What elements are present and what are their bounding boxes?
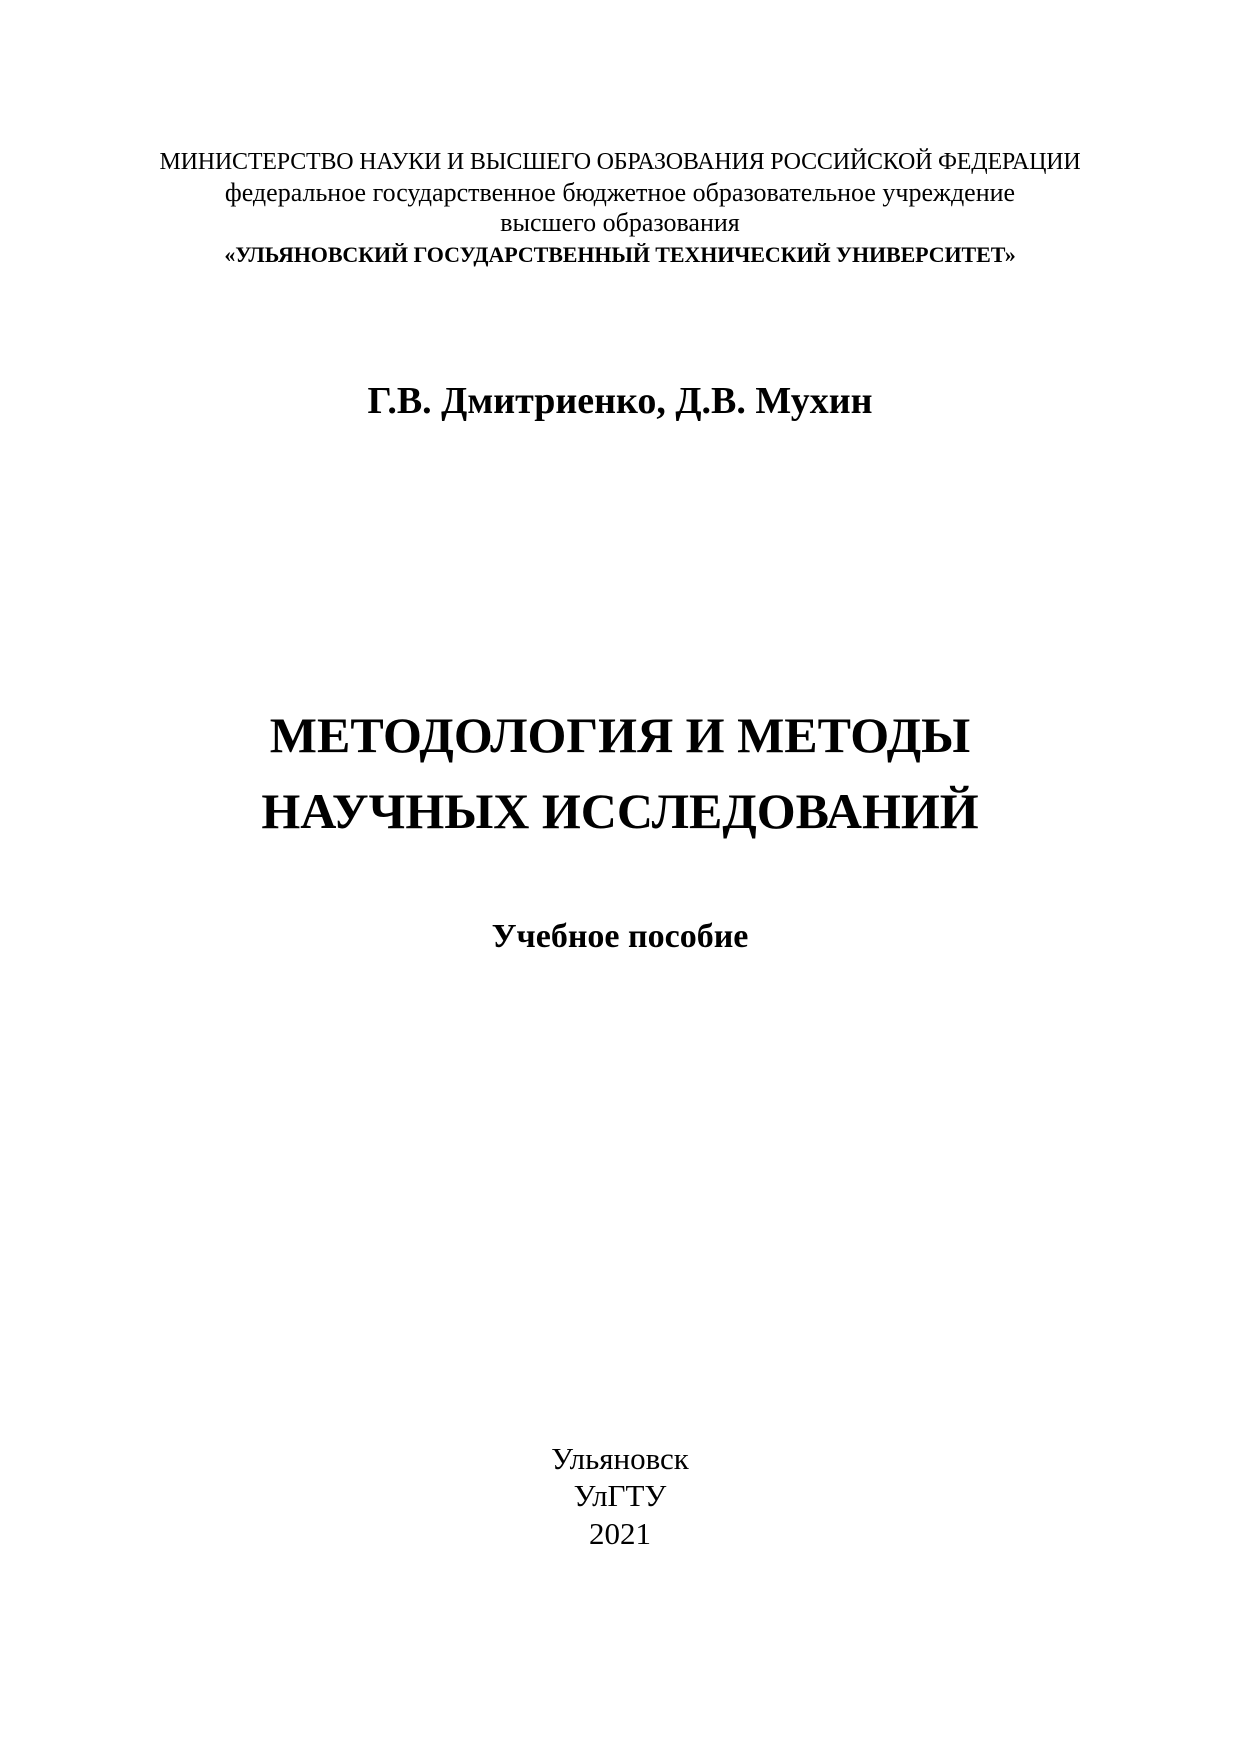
book-title-line-1: МЕТОДОЛОГИЯ И МЕТОДЫ (269, 707, 971, 763)
imprint-year: 2021 (589, 1516, 651, 1551)
book-title-line-2: НАУЧНЫХ ИССЛЕДОВАНИЙ (261, 783, 979, 839)
imprint-city: Ульяновск (551, 1441, 689, 1476)
ministry-name: МИНИСТЕРСТВО НАУКИ И ВЫСШЕГО ОБРАЗОВАНИЯ РОССИЙСКОЙ ФЕДЕРАЦИИ (159, 149, 1081, 175)
authors: Г.В. Дмитриенко, Д.В. Мухин (367, 380, 873, 422)
book-subtitle: Учебное пособие (491, 918, 749, 955)
imprint-publisher: УлГТУ (573, 1478, 667, 1513)
institution-type-line-2: высшего образования (500, 208, 740, 237)
institution-type-line-1: федеральное государственное бюджетное образовательное учреждение (224, 178, 1016, 207)
university-name: «УЛЬЯНОВСКИЙ ГОСУДАРСТВЕННЫЙ ТЕХНИЧЕСКИЙ УНИВЕРСИТЕТ» (224, 242, 1016, 267)
